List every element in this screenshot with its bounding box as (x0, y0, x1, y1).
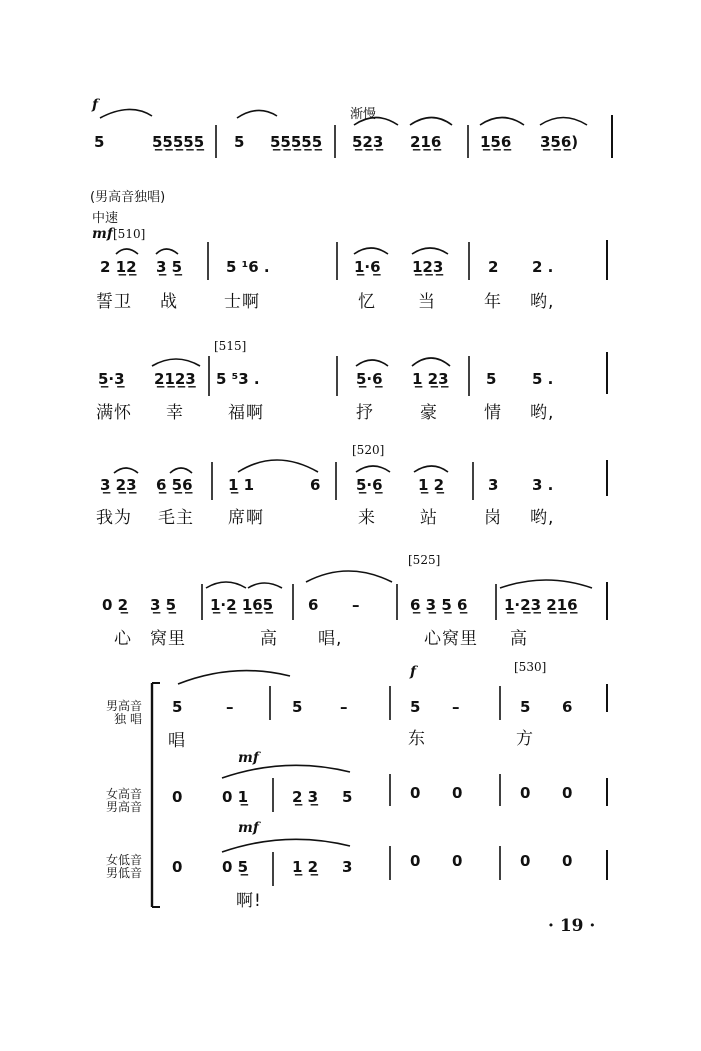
lyric: 我为 (96, 508, 132, 528)
lyric: 窝里 (150, 629, 186, 649)
note-segment: 1̲ 2̲ (292, 858, 319, 876)
lyric: 来 (358, 508, 376, 528)
note-segment: 3 (342, 858, 353, 876)
note-segment: 0 (520, 784, 531, 802)
tempo-marking: 中速 (92, 211, 119, 226)
note-segment: 1̲2̲3̲ (412, 258, 444, 276)
lyric: 心 (114, 629, 132, 649)
lyric: 幸 (166, 403, 184, 423)
measure-number: [530] (514, 660, 547, 674)
note-segment: 1̲·6̲ (354, 258, 381, 276)
lyric: 唱, (318, 629, 343, 649)
note-segment: 5 (234, 133, 245, 151)
lyric: 当 (418, 292, 436, 312)
measure-number: [520] (352, 443, 385, 457)
note-segment: 0 (172, 858, 183, 876)
measure-number: [510] (113, 227, 146, 241)
note-segment: 2 1̲2̲ (100, 258, 137, 276)
lyric: 福啊 (228, 403, 264, 423)
note-segment: – (226, 698, 234, 716)
lyric: 站 (420, 508, 438, 528)
note-segment: – (452, 698, 460, 716)
note-segment: 5 (410, 698, 421, 716)
note-segment: 5̲2̲3̲ (352, 133, 384, 151)
note-segment: 6 (308, 596, 319, 614)
lyric: 啊! (236, 891, 262, 911)
note-segment: 6̲ 3̲ 5̲ 6̲ (410, 596, 468, 614)
note-segment: 3̲ 5̲ (150, 596, 177, 614)
note-segment: 1̲ 2̲3̲ (412, 370, 449, 388)
lyric: 席啊 (228, 508, 264, 528)
note-segment: 5 (342, 788, 353, 806)
voice-label-line: 男高音 (105, 800, 142, 814)
note-segment: 3̲5̲6̲) (540, 133, 579, 151)
note-segment: 5̲5̲5̲5̲5̲ (270, 133, 323, 151)
note-segment: 5 . (532, 370, 554, 388)
measure-number: [525] (408, 553, 441, 567)
note-segment: 1̲ 2̲ (418, 476, 445, 494)
note-segment: 5 (520, 698, 531, 716)
note-segment: 2̲ 3̲ (292, 788, 319, 806)
note-segment: 0 (520, 852, 531, 870)
note-segment: 5 ¹6 . (226, 258, 270, 276)
note-segment: 3 (488, 476, 499, 494)
note-segment: 0 (172, 788, 183, 806)
note-segment: 0 1̲ (222, 788, 249, 806)
measure-number: [515] (214, 339, 247, 353)
lyric: 方 (516, 729, 534, 749)
note-segment: 0 (410, 852, 421, 870)
note-segment: 0 (452, 784, 463, 802)
note-segment: 5 (292, 698, 303, 716)
lyric: 满怀 (96, 403, 132, 423)
voice-label: (男高音独唱) (90, 190, 166, 205)
voice-label-line: 男高音 (105, 699, 142, 713)
lyric: 哟, (530, 292, 555, 312)
voice-label-line: 男低音 (105, 866, 142, 880)
note-segment: 2 (488, 258, 499, 276)
lyric: 哟, (530, 508, 555, 528)
note-segment: 2 . (532, 258, 554, 276)
lyric: 高 (260, 629, 278, 649)
dynamic-mezzoforte: mf (238, 820, 259, 836)
note-segment: 0 5̲ (222, 858, 249, 876)
note-segment: – (352, 596, 360, 614)
voice-label-soprano-tenor (84, 788, 142, 814)
note-segment: 0 (562, 784, 573, 802)
note-segment: 5̲·6̲ (356, 370, 383, 388)
voice-label-line: 女高音 (105, 787, 142, 801)
lyric: 哟, (530, 403, 555, 423)
note-segment: 1̲·2̲3̲ 2̲1̲6̲ (504, 596, 578, 614)
note-segment: 5 (172, 698, 183, 716)
voice-label-alto-bass (84, 854, 142, 880)
lyric: 抒 (356, 403, 374, 423)
lyric: 誓卫 (96, 292, 132, 312)
note-segment: 6 (562, 698, 573, 716)
note-segment: 1̲ 1 (228, 476, 255, 494)
note-segment: 0 2̲ (102, 596, 129, 614)
note-segment: 3 . (532, 476, 554, 494)
note-segment: 1̲·2̲ 1̲6̲5̲ (210, 596, 274, 614)
lyric: 士啊 (224, 292, 260, 312)
note-segment: 5̲5̲5̲5̲5̲ (152, 133, 205, 151)
lyric: 东 (408, 729, 426, 749)
lyric: 战 (160, 292, 178, 312)
note-segment: 6̲ 5̲6̲ (156, 476, 193, 494)
note-segment: 5 (94, 133, 105, 151)
lyric: 唱 (168, 731, 186, 751)
tempo-change: 渐慢 (350, 107, 377, 122)
note-segment: 0 (452, 852, 463, 870)
page-number: · 19 · (548, 916, 596, 936)
dynamic-forte: f (410, 664, 417, 680)
lyric: 心窝里 (424, 629, 478, 649)
note-segment: 3̲ 2̲3̲ (100, 476, 137, 494)
note-segment: 5̲·6̲ (356, 476, 383, 494)
note-segment: 6 (310, 476, 321, 494)
dynamic-mezzoforte: mf (92, 226, 113, 242)
note-segment: 3̲ 5̲ (156, 258, 183, 276)
note-segment: 5 (486, 370, 497, 388)
lyric: 豪 (420, 403, 438, 423)
lyric: 毛主 (158, 508, 194, 528)
note-segment: – (340, 698, 348, 716)
note-segment: 2̲1̲6̲ (410, 133, 442, 151)
voice-label-line: 女低音 (105, 853, 142, 867)
lyric: 情 (484, 403, 502, 423)
lyric: 高 (510, 629, 528, 649)
lyric: 年 (484, 292, 502, 312)
lyric: 岗 (484, 508, 502, 528)
note-segment: 1̲5̲6̲ (480, 133, 512, 151)
dynamic-mezzoforte: mf (238, 750, 259, 766)
lyric: 忆 (358, 292, 376, 312)
note-segment: 5 ⁵3 . (216, 370, 260, 388)
note-segment: 0 (562, 852, 573, 870)
note-segment: 0 (410, 784, 421, 802)
note-segment: 5̲·3̲ (98, 370, 125, 388)
voice-label-tenor-solo (84, 700, 142, 726)
voice-label-line: 独 唱 (114, 712, 142, 726)
note-segment: 2̲1̲2̲3̲ (154, 370, 196, 388)
dynamic-forte: f (92, 97, 99, 113)
